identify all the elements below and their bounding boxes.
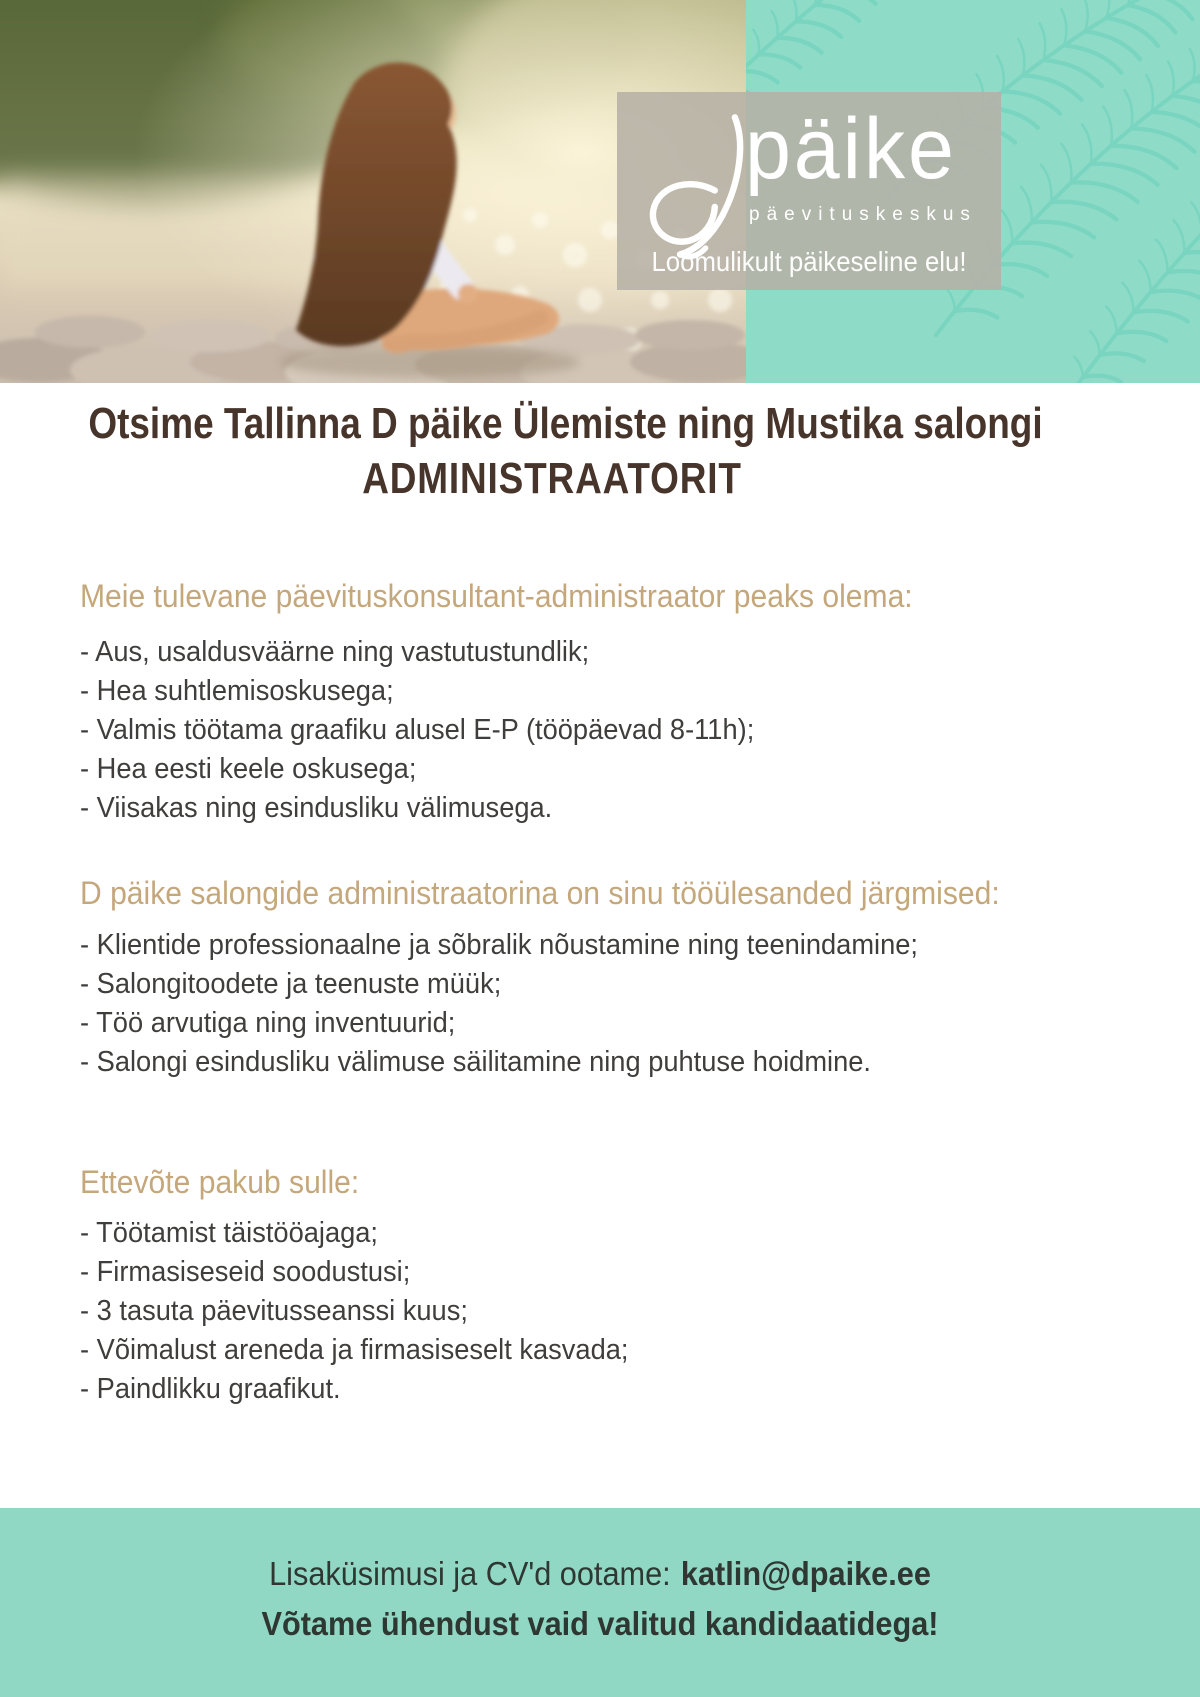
contact-prefix: Lisaküsimusi ja CV'd ootame: <box>269 1555 671 1592</box>
bullet-item: - Valmis töötama graafiku alusel E-P (tööpäevad 8-11h); <box>80 714 755 746</box>
page-title <box>0 398 1104 505</box>
hero-banner <box>0 0 1200 383</box>
section-heading-duties: D päike salongide administraatorina on sinu tööülesanded järgmised: <box>80 875 1000 911</box>
bullet-item: - Hea eesti keele oskusega; <box>80 753 417 785</box>
bullet-item: - Töö arvutiga ning inventuurid; <box>80 1007 456 1039</box>
section-heading-offer: Ettevõte pakub sulle: <box>80 1164 360 1200</box>
bullet-item: - Firmasiseseid soodustusi; <box>80 1256 411 1288</box>
brand-name: päike <box>745 101 957 197</box>
bullet-item: - Salongi esindusliku välimuse säilitamine ning puhtuse hoidmine. <box>80 1046 871 1078</box>
brand-tagline: Loomulikult päikeseline elu! <box>651 246 967 277</box>
duties-list <box>80 926 1076 1082</box>
contact-note: Võtame ühendust vaid valitud kandidaatidega! <box>261 1605 939 1642</box>
script-d-logo-icon <box>627 106 755 264</box>
section-heading-requirements: Meie tulevane päevituskonsultant-administraator peaks olema: <box>80 578 913 614</box>
bullet-item: - Paindlikku graafikut. <box>80 1373 341 1405</box>
footer-contact-band <box>0 1508 1200 1697</box>
bullet-item: - Hea suhtlemisoskusega; <box>80 675 394 707</box>
bullet-item: - Aus, usaldusväärne ning vastutustundlik; <box>80 636 590 668</box>
requirements-list <box>80 633 1076 828</box>
bullet-item: - Salongitoodete ja teenuste müük; <box>80 968 502 1000</box>
bullet-item: - Võimalust areneda ja firmasiseselt kasvada; <box>80 1334 629 1366</box>
brand-logo-box <box>617 92 1001 290</box>
bullet-item: - 3 tasuta päevitusseanssi kuus; <box>80 1295 468 1327</box>
brand-subtitle: päevituskeskus <box>749 204 977 225</box>
bullet-item: - Klientide professionaalne ja sõbralik nõustamine ning teenindamine; <box>80 929 919 961</box>
page-title-line1: Otsime Tallinna D päike Ülemiste ning Mustika salongi <box>88 399 1043 448</box>
contact-line <box>42 1508 1158 1597</box>
contact-email: katlin@dpaike.ee <box>680 1555 931 1592</box>
bullet-item: - Viisakas ning esindusliku välimusega. <box>80 792 553 824</box>
page-title-line2: ADMINISTRAATORIT <box>362 454 742 503</box>
bullet-item: - Töötamist täistööajaga; <box>80 1217 379 1249</box>
offer-list <box>80 1214 1076 1409</box>
